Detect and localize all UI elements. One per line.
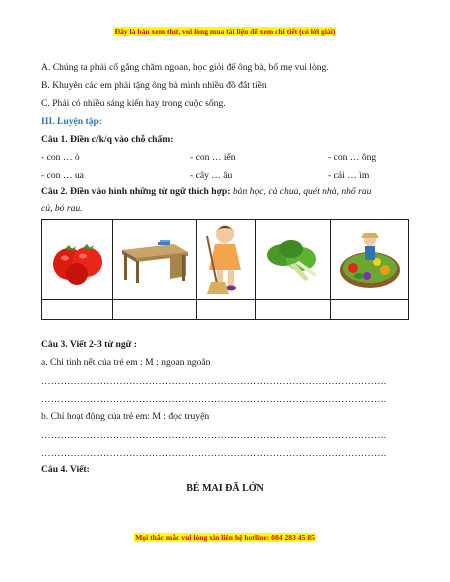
hotline-banner-text: Mọi thắc mắc vui lòng xin liên hệ hotline: 084 283 45 85 [135,533,315,542]
answer-line[interactable]: ……………………………………………………………………………………………. [41,394,387,405]
question-3a: a. Chỉ tính nết của trẻ em : M : ngoan ngoãn [41,357,211,368]
question-2-title-line [41,186,371,197]
answer-line[interactable]: ……………………………………………………………………………………………. [41,430,387,441]
farmer-vegetables-picture [337,230,403,290]
q1-item: - con … ua [41,170,84,181]
picture-cell [256,220,331,300]
tomato-picture [47,234,107,286]
picture-cell [42,220,113,300]
story-title: BÉ MAI ĐÃ LỚN [186,483,264,494]
section-heading: III. Luyện tập: [41,116,103,127]
q1-item: - con … iến [190,152,236,163]
answer-line[interactable]: ……………………………………………………………………………………………. [41,448,387,459]
option-c: C. Phải có nhiều sáng kiến hay trong cuộc sống. [41,98,226,109]
question-2-words-cont: củ, bó rau. [41,203,83,214]
option-a: A. Chúng ta phải cố gắng chăm ngoan, học giỏi để ông bà, bố mẹ vui lòng. [41,62,329,73]
preview-banner-text: Đây là bản xem thử, vui lòng mua tài liệu để xem chi tiết (có lời giải) [114,27,336,36]
q1-item: - con … ò [41,152,80,163]
q1-item: - cây … âu [190,170,233,181]
answer-cell[interactable] [112,300,197,320]
picture-table [41,219,409,320]
answer-cell[interactable] [256,300,331,320]
question-1-title: Câu 1. Điền c/k/q vào chỗ chấm: [41,134,174,145]
picture-cell [197,220,256,300]
q1-item: - cái … ìm [328,170,370,181]
picture-cell [331,220,409,300]
answer-cell[interactable] [197,300,256,320]
question-2-title: Câu 2. Điền vào hình những từ ngữ thích hợp: [41,186,231,197]
preview-banner [0,27,450,36]
answer-cell[interactable] [42,300,113,320]
q1-item: - con … ông [328,152,377,163]
picture-cell [112,220,197,300]
girl-sweeping-picture [201,222,251,298]
desk-picture [118,236,190,284]
question-4-title: Câu 4. Viết: [41,464,90,475]
question-2-words: bàn học, cà chua, quét nhà, nhổ rau [232,186,372,197]
question-3-title: Câu 3. Viết 2-3 từ ngữ : [41,339,137,350]
vegetable-bunch-picture [261,235,325,285]
option-b: B. Khuyên các em phải tặng ông bà mình nhiều đồ đắt tiền [41,80,267,91]
hotline-banner [0,533,450,542]
question-3b: b. Chỉ hoạt động của trẻ em: M : đọc truyện [41,411,210,422]
answer-cell[interactable] [331,300,409,320]
answer-line[interactable]: ……………………………………………………………………………………………. [41,376,387,387]
